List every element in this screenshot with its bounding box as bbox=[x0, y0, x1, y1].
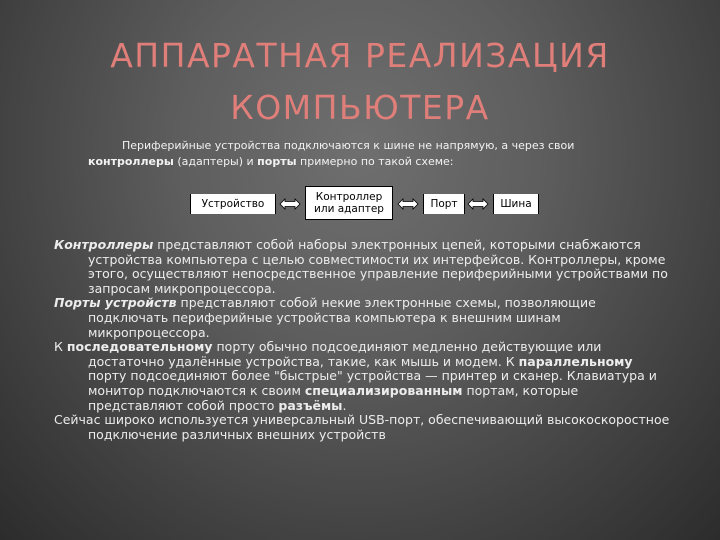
paragraph-controllers bbox=[54, 238, 674, 296]
term-specialized: специализированным bbox=[304, 382, 463, 398]
title-line-1: АППАРАТНАЯ РЕАЛИЗАЦИЯ bbox=[110, 36, 610, 75]
paragraph-ports bbox=[54, 296, 674, 340]
port-box bbox=[423, 194, 465, 214]
intro-paragraph bbox=[88, 138, 648, 170]
port-types-text-5: . bbox=[342, 397, 347, 413]
controller-label-2: или адаптер bbox=[314, 203, 384, 215]
double-arrow-icon bbox=[279, 198, 301, 210]
bus-label: Шина bbox=[500, 198, 532, 210]
paragraph-usb bbox=[54, 413, 674, 442]
intro-term-controllers: контроллеры bbox=[88, 155, 174, 168]
intro-text-3: примерно по такой схеме: bbox=[296, 155, 454, 168]
paragraph-controllers-text: представляют собой наборы электронных цепей, которыми снабжаются устройства компьютера с целью совместимости их интерфейсов. Контроллеры, кроме этого, осуществляют непосредственное управление периферийными устройствами по запросам микропроцессора. bbox=[88, 237, 668, 296]
paragraph-port-types bbox=[54, 340, 674, 413]
port-types-text-2: порту обычно подсоединяют медленно действующие или достаточно удалённые устройства, такие, как мышь и модем. К bbox=[88, 339, 602, 369]
term-ports: Порты устройств bbox=[54, 295, 177, 311]
port-label: Порт bbox=[430, 198, 458, 210]
title-line-2: КОМПЬЮТЕРА bbox=[230, 88, 490, 127]
paragraph-usb-text: Сейчас широко используется универсальный USB-порт, обеспечивающий высокоскоростное подключение различных внешних устройств bbox=[54, 412, 670, 442]
port-types-text-3: порту подсоединяют более "быстрые" устройства — принтер и сканер. Клавиатура и монитор подключаются к своим bbox=[88, 368, 657, 398]
double-arrow-icon bbox=[397, 198, 419, 210]
paragraph-ports-text: представляют собой некие электронные схемы, позволяющие подключать периферийные устройства компьютера к внешним шинам микропроцессора. bbox=[88, 295, 596, 340]
bus-box bbox=[493, 194, 539, 214]
port-types-text-4: портам, которые представляют собой просто bbox=[88, 382, 579, 413]
slide-title bbox=[0, 30, 720, 134]
intro-text-1: Периферийные устройства подключаются к шине не напрямую, а через свои bbox=[122, 139, 575, 152]
intro-term-ports: порты bbox=[257, 155, 297, 168]
term-serial: последовательному bbox=[66, 339, 213, 355]
controller-box bbox=[305, 186, 393, 220]
term-controllers: Контроллеры bbox=[54, 237, 154, 252]
connection-diagram bbox=[190, 186, 550, 226]
double-arrow-icon bbox=[467, 198, 489, 210]
term-connectors: разъёмы bbox=[278, 397, 343, 413]
term-parallel: параллельному bbox=[518, 353, 633, 369]
intro-text-2: (адаптеры) и bbox=[173, 155, 258, 168]
body-text bbox=[54, 238, 674, 442]
controller-label-1: Контроллер bbox=[315, 191, 383, 203]
port-types-text-1: К bbox=[54, 339, 67, 355]
device-label: Устройство bbox=[201, 198, 265, 210]
device-box bbox=[190, 194, 276, 214]
